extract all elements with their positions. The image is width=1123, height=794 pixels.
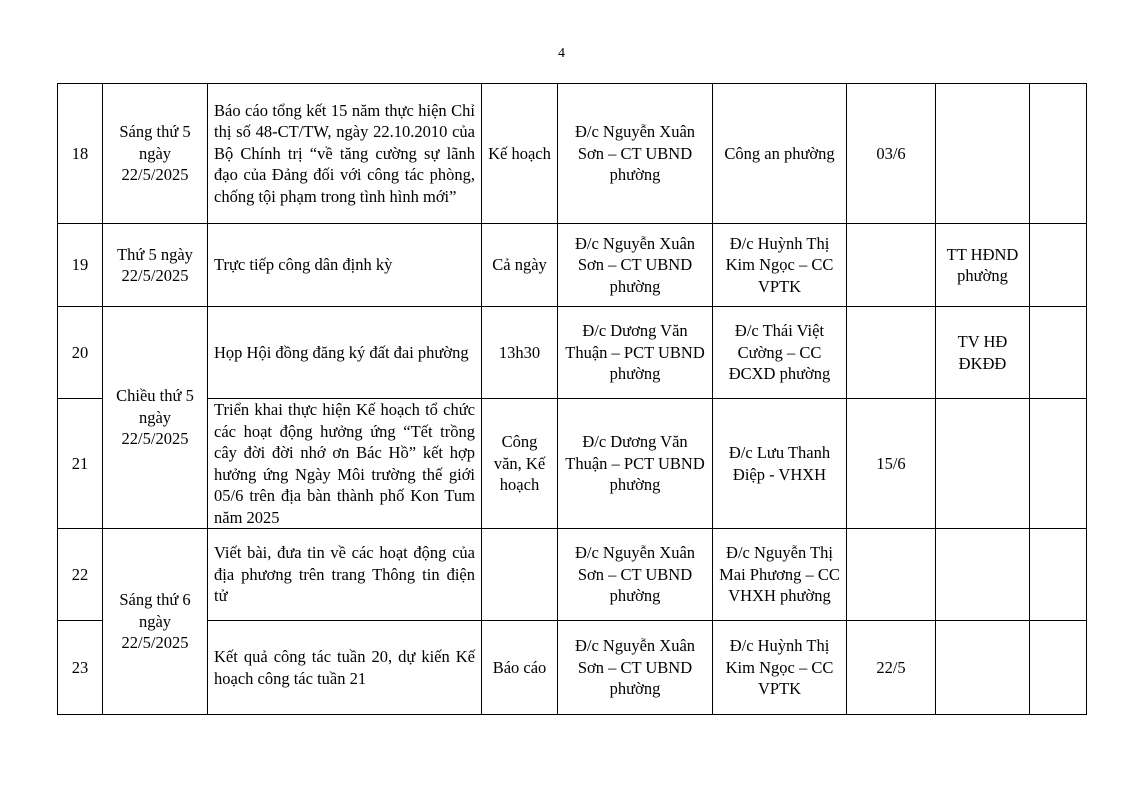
row-number: 20	[58, 307, 103, 399]
time-cell: Thứ 5 ngày 22/5/2025	[103, 224, 208, 307]
table-row	[58, 307, 1087, 399]
note-cell	[1030, 224, 1087, 307]
preparer-cell: Đ/c Nguyễn Thị Mai Phương – CC VHXH phường	[713, 529, 847, 621]
leader-cell: Đ/c Dương Văn Thuận – PCT UBND phường	[558, 399, 713, 529]
note-cell	[1030, 529, 1087, 621]
form-cell: Kế hoạch	[482, 84, 558, 224]
leader-cell: Đ/c Nguyễn Xuân Sơn – CT UBND phường	[558, 621, 713, 715]
content-cell: Trực tiếp công dân định kỳ	[208, 224, 482, 307]
row-number: 21	[58, 399, 103, 529]
deadline-cell	[847, 307, 936, 399]
time-cell: Chiều thứ 5 ngày 22/5/2025	[103, 307, 208, 529]
content-cell: Kết quả công tác tuần 20, dự kiến Kế hoạch công tác tuần 21	[208, 621, 482, 715]
participants-cell: TT HĐND phường	[936, 224, 1030, 307]
row-number: 19	[58, 224, 103, 307]
row-number: 22	[58, 529, 103, 621]
note-cell	[1030, 84, 1087, 224]
leader-cell: Đ/c Dương Văn Thuận – PCT UBND phường	[558, 307, 713, 399]
row-number: 23	[58, 621, 103, 715]
row-number: 18	[58, 84, 103, 224]
content-cell: Họp Hội đồng đăng ký đất đai phường	[208, 307, 482, 399]
table-row	[58, 621, 1087, 715]
work-schedule-table	[57, 83, 1087, 715]
note-cell	[1030, 307, 1087, 399]
content-cell: Viết bài, đưa tin về các hoạt động của địa phương trên trang Thông tin điện tử	[208, 529, 482, 621]
table-row	[58, 399, 1087, 529]
form-cell: 13h30	[482, 307, 558, 399]
leader-cell: Đ/c Nguyễn Xuân Sơn – CT UBND phường	[558, 529, 713, 621]
note-cell	[1030, 621, 1087, 715]
time-cell: Sáng thứ 5 ngày 22/5/2025	[103, 84, 208, 224]
table-row	[58, 224, 1087, 307]
deadline-cell: 22/5	[847, 621, 936, 715]
participants-cell	[936, 399, 1030, 529]
note-cell	[1030, 399, 1087, 529]
participants-cell: TV HĐ ĐKĐĐ	[936, 307, 1030, 399]
participants-cell	[936, 621, 1030, 715]
deadline-cell	[847, 224, 936, 307]
page-number: 4	[558, 46, 565, 61]
participants-cell	[936, 529, 1030, 621]
deadline-cell: 15/6	[847, 399, 936, 529]
time-cell: Sáng thứ 6 ngày 22/5/2025	[103, 529, 208, 715]
content-cell: Báo cáo tổng kết 15 năm thực hiện Chỉ thị số 48-CT/TW, ngày 22.10.2010 của Bộ Chính trị “về tăng cường sự lãnh đạo của Đảng đối với công tác phòng, chống tội phạm trong tình hình mới”	[208, 84, 482, 224]
form-cell: Cả ngày	[482, 224, 558, 307]
form-cell: Báo cáo	[482, 621, 558, 715]
deadline-cell: 03/6	[847, 84, 936, 224]
preparer-cell: Công an phường	[713, 84, 847, 224]
participants-cell	[936, 84, 1030, 224]
leader-cell: Đ/c Nguyễn Xuân Sơn – CT UBND phường	[558, 84, 713, 224]
preparer-cell: Đ/c Huỳnh Thị Kim Ngọc – CC VPTK	[713, 621, 847, 715]
table-row	[58, 529, 1087, 621]
leader-cell: Đ/c Nguyễn Xuân Sơn – CT UBND phường	[558, 224, 713, 307]
form-cell	[482, 529, 558, 621]
preparer-cell: Đ/c Huỳnh Thị Kim Ngọc – CC VPTK	[713, 224, 847, 307]
form-cell: Công văn, Kế hoạch	[482, 399, 558, 529]
preparer-cell: Đ/c Thái Việt Cường – CC ĐCXD phường	[713, 307, 847, 399]
table-row	[58, 84, 1087, 224]
deadline-cell	[847, 529, 936, 621]
content-cell: Triển khai thực hiện Kế hoạch tổ chức các hoạt động hưởng ứng “Tết trồng cây đời đời nhớ ơn Bác Hồ” kết hợp hưởng ứng Ngày Môi trường thế giới 05/6 trên địa bàn thành phố Kon Tum năm 2025	[208, 399, 482, 529]
preparer-cell: Đ/c Lưu Thanh Điệp - VHXH	[713, 399, 847, 529]
